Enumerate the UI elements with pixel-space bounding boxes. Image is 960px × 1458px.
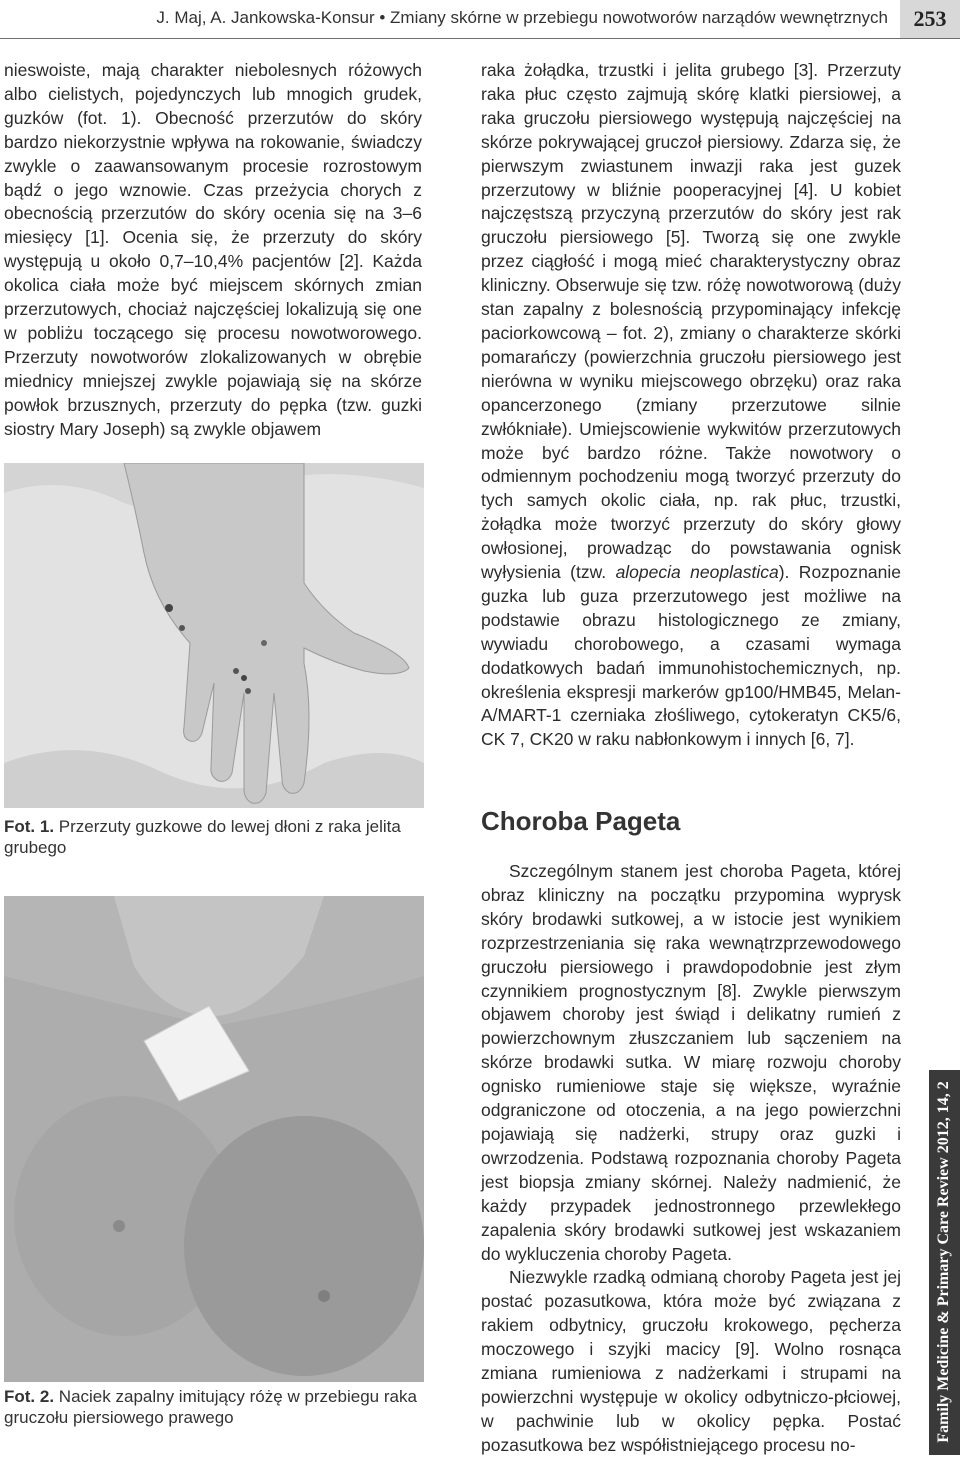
section-paragraph-2: Niezwykle rzadką odmianą choroby Pageta jest jej postać pozasutkowa, która może być związana z rakiem odbytnicy, gruczołu krokowego, pęcherza moczowego i szyjki macicy [9]. Wolno rosnąca zmiana rumieniowa z nadżerkami i strupami na powierzchni występuje w okolicy odbytniczo-płciowej, w pachwinie lub w okolicy pępka. Postać pozasutkowa bez współistniejącego procesu no- xyxy=(481,1267,901,1455)
running-header-text: J. Maj, A. Jankowska-Konsur • Zmiany skórne w przebiegu nowotworów narządów wewnętrznych xyxy=(156,8,888,27)
figure-1-caption xyxy=(4,816,422,858)
figure-2-label: Fot. 2. xyxy=(4,1387,55,1406)
section-body xyxy=(481,860,901,1458)
left-column-text xyxy=(4,59,422,442)
running-header xyxy=(0,0,960,38)
journal-side-tab-text: Family Medicine & Primary Care Review 2012, 14, 2 xyxy=(935,1081,952,1443)
right-column-text xyxy=(481,59,901,752)
figure-1-photo xyxy=(4,463,424,808)
right-paragraph-end: ). Rozpoznanie guzka lub guza przerzutowego jest możliwe na podstawie obrazu histologicznego ze zmiany, wywiadu chorobowego, a czasami wymaga dodatkowych badań immunohistochemicznych, np. określenia ekspresji markerów gp100/HMB45, Melan-A/MART-1 czerniaka złośliwego, cytokeratyn CK5/6, CK 7, CK20 w raku nabłonkowym i innych [6, 7]. xyxy=(481,562,901,750)
page-number: 253 xyxy=(900,0,960,38)
figure-1-caption-text: Przerzuty guzkowe do lewej dłoni z raka jelita grubego xyxy=(4,817,401,857)
italic-term: alopecia neoplastica xyxy=(615,562,779,583)
right-paragraph xyxy=(481,59,901,752)
section-paragraph-1: Szczególnym stanem jest choroba Pageta, której obraz kliniczny na początku przypomina wyprysk skóry brodawki sutkowej, a w istocie jest wynikiem rozprzestrzeniania się raka wewnątrzprzewodowego gruczołu piersiowego i prawdopodobnie jest złym czynnikiem prognostycznym [8]. Zwykle pierwszym objawem choroby jest świąd i delikatny rumień z powierzchownym złuszczaniem lub sączeniem na skórze brodawki sutka. W miarę rozwoju choroby ognisko rumieniowe staje się większe, wyraźnie odgraniczone od otoczenia, a na jego powierzchni pojawiają się nadżerki, strupy oraz guzki i owrzodzenia. Podstawą rozpoznania choroby Pageta jest biopsja zmiany skórnej. Należy nadmienić, że każdy przypadek jednostronnego przewlekłego zapalenia skóry brodawki sutkowej jest wskazaniem do wykluczenia choroby Pageta. xyxy=(481,861,901,1264)
left-paragraph: nieswoiste, mają charakter niebolesnych różowych albo cielistych, pojedynczych lub mnogich grudek, guzków (fot. 1). Obecność przerzutów do skóry bardzo niekorzystnie wpływa na rokowanie, świadczy zwykle o zaawansowanym procesie rozrostowym bądź o jego wznowie. Czas przeżycia chorych z obecnością przerzutów do skóry ocenia się na 3–6 miesięcy [1]. Ocenia się, że przerzuty do skóry występują u około 0,7–10,4% pacjentów [2]. Każda okolica ciała może być miejscem skórnych zmian przerzutowych, chociaż najczęściej lokalizują się one w pobliżu toczącego się procesu nowotworowego. Przerzuty nowotworów zlokalizowanych w obrębie miednicy mniejszej zwykle pojawiają się na skórze powłok brzusznych, przerzuty do pępka (tzw. guzki siostry Mary Joseph) są zwykle objawem xyxy=(4,60,422,439)
chest-photo-illustration xyxy=(4,896,424,1382)
hand-photo-illustration xyxy=(4,463,424,808)
figure-1-label: Fot. 1. xyxy=(4,817,55,836)
section-title: Choroba Pageta xyxy=(481,806,681,836)
right-paragraph-main: raka żołądka, trzustki i jelita grubego [3]. Przerzuty raka płuc często zajmują skórę klatki piersiowej, a raka gruczołu piersiowego występują najczęściej na skórze pokrywającej gruczoł piersiowy. Zdarza się, że pierwszym zwiastunem inwazji raka jest guzek przerzutowy w bliźnie pooperacyjnej [4]. U kobiet najczęstszą przyczyną przerzutów do skóry jest rak gruczołu piersiowego [5]. Tworzą się one zwykle przez ciągłość i mogą mieć charakterystyczny obraz kliniczny. Obserwuje się tzw. różę nowotworową (duży stan zapalny z bolesnością przypominający infekcję paciorkowcową – fot. 2), zmiany o charakterze skórki pomarańczy (powierzchnia gruczołu piersiowego jest nierówna w wyniku miejscowego obrzęku) oraz raka opancerzonego (zmiany przerzutowe silnie zwłókniałe). Umiejscowienie wykwitów przerzutowych może być bardzo różne. Także nowotwory o odmiennym pochodzeniu mogą tworzyć przerzuty do tych samych okolic ciała, np. rak płuc, trzustki, żołądka może tworzyć przerzuty do skóry głowy owłosionej, prowadząc do powstawania ognisk wyłysienia (tzw. xyxy=(481,60,901,583)
header-rule xyxy=(0,38,960,39)
figure-2-caption xyxy=(4,1386,422,1428)
figure-2-photo xyxy=(4,896,424,1382)
figure-2-caption-text: Naciek zapalny imitujący różę w przebiegu raka gruczołu piersiowego prawego xyxy=(4,1387,417,1427)
